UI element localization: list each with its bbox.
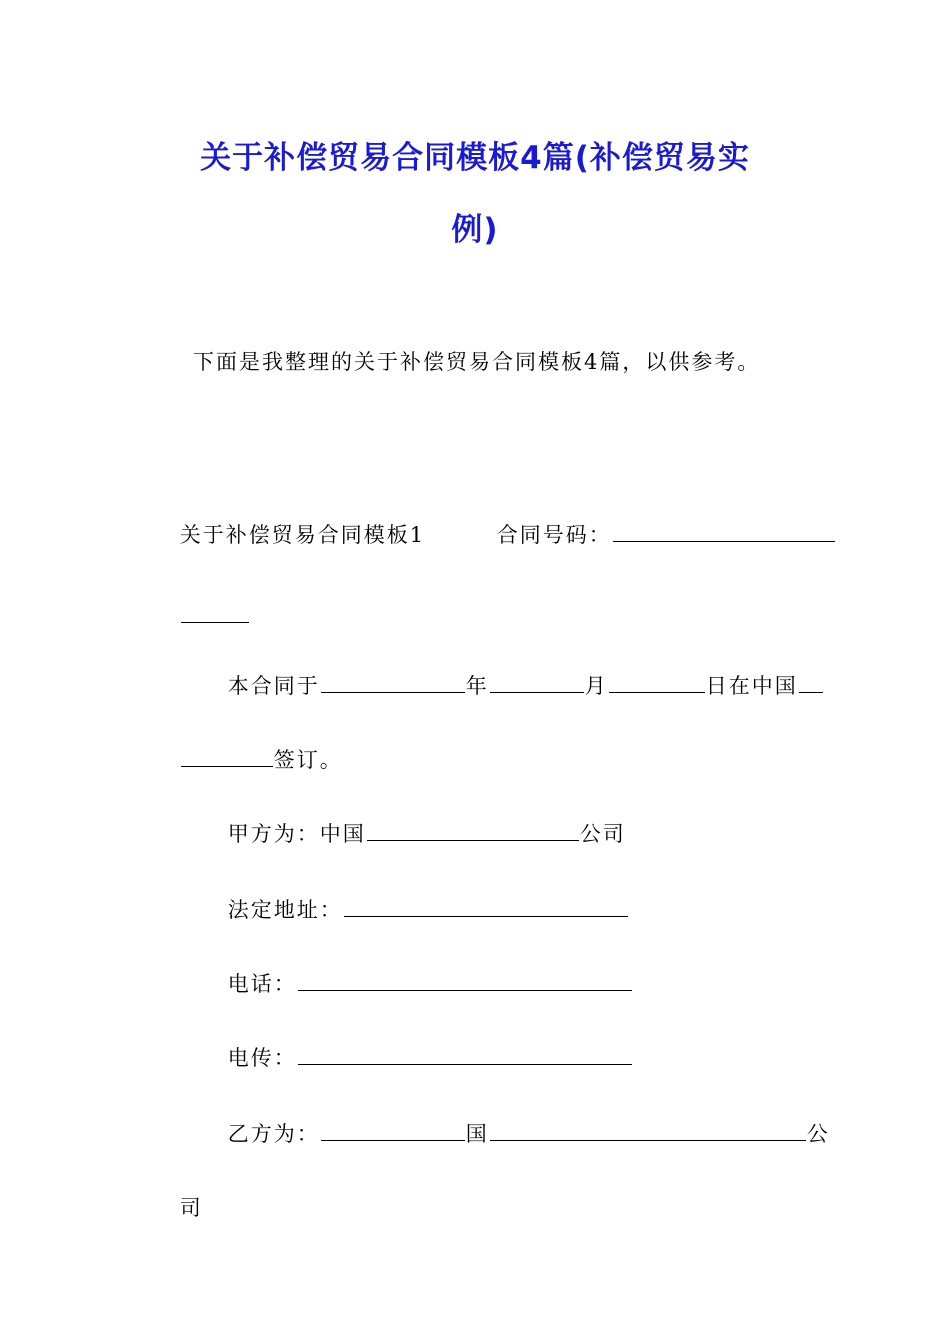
section-heading-text: 关于补偿贸易合同模板1 xyxy=(179,523,426,547)
intro-paragraph: 下面是我整理的关于补偿贸易合同模板4篇，以供参考。 xyxy=(193,350,761,374)
fax-blank xyxy=(298,1064,632,1065)
party-b-country-label: 国 xyxy=(465,1122,489,1146)
party-b-row xyxy=(193,1094,830,1172)
party-b-row-continued xyxy=(145,1168,203,1246)
document-title-line-2: 例) xyxy=(451,212,499,248)
contract-number-row xyxy=(462,495,836,573)
party-b-label: 乙方为： xyxy=(227,1122,320,1146)
party-a-name-blank xyxy=(367,840,579,841)
phone-blank xyxy=(298,990,632,991)
party-b-suffix-part-1: 公 xyxy=(806,1122,830,1146)
contract-number-blank-line-2 xyxy=(181,622,249,623)
fax-label: 电传： xyxy=(227,1046,297,1070)
signed-label: 签订。 xyxy=(273,748,343,772)
signing-date-row xyxy=(193,646,824,724)
month-blank xyxy=(490,692,584,693)
section-heading xyxy=(145,495,425,573)
fax-row xyxy=(193,1018,633,1096)
party-b-country-blank xyxy=(321,1140,465,1141)
contract-number-blank xyxy=(613,541,835,542)
party-a-suffix: 公司 xyxy=(579,822,626,846)
party-a-label: 甲方为：中国 xyxy=(227,822,366,846)
contract-number-label: 合同号码： xyxy=(496,523,612,547)
address-row xyxy=(193,870,629,948)
phone-row xyxy=(193,944,633,1022)
place-blank-line-2 xyxy=(181,766,273,767)
address-label: 法定地址： xyxy=(227,898,343,922)
day-blank xyxy=(609,692,705,693)
address-blank xyxy=(344,916,628,917)
party-b-name-blank xyxy=(490,1140,806,1141)
party-a-row xyxy=(193,794,626,872)
phone-label: 电话： xyxy=(227,972,297,996)
day-place-label: 日在中国 xyxy=(705,674,798,698)
year-blank xyxy=(321,692,465,693)
place-blank xyxy=(799,692,823,693)
signing-place-row xyxy=(145,720,343,798)
month-label: 月 xyxy=(584,674,608,698)
year-label: 年 xyxy=(465,674,489,698)
contract-number-blank-continued xyxy=(145,580,250,652)
party-b-suffix-part-2: 司 xyxy=(179,1196,203,1220)
signing-prefix: 本合同于 xyxy=(227,674,320,698)
document-title-line-1: 关于补偿贸易合同模板4篇(补偿贸易实 xyxy=(200,140,750,176)
